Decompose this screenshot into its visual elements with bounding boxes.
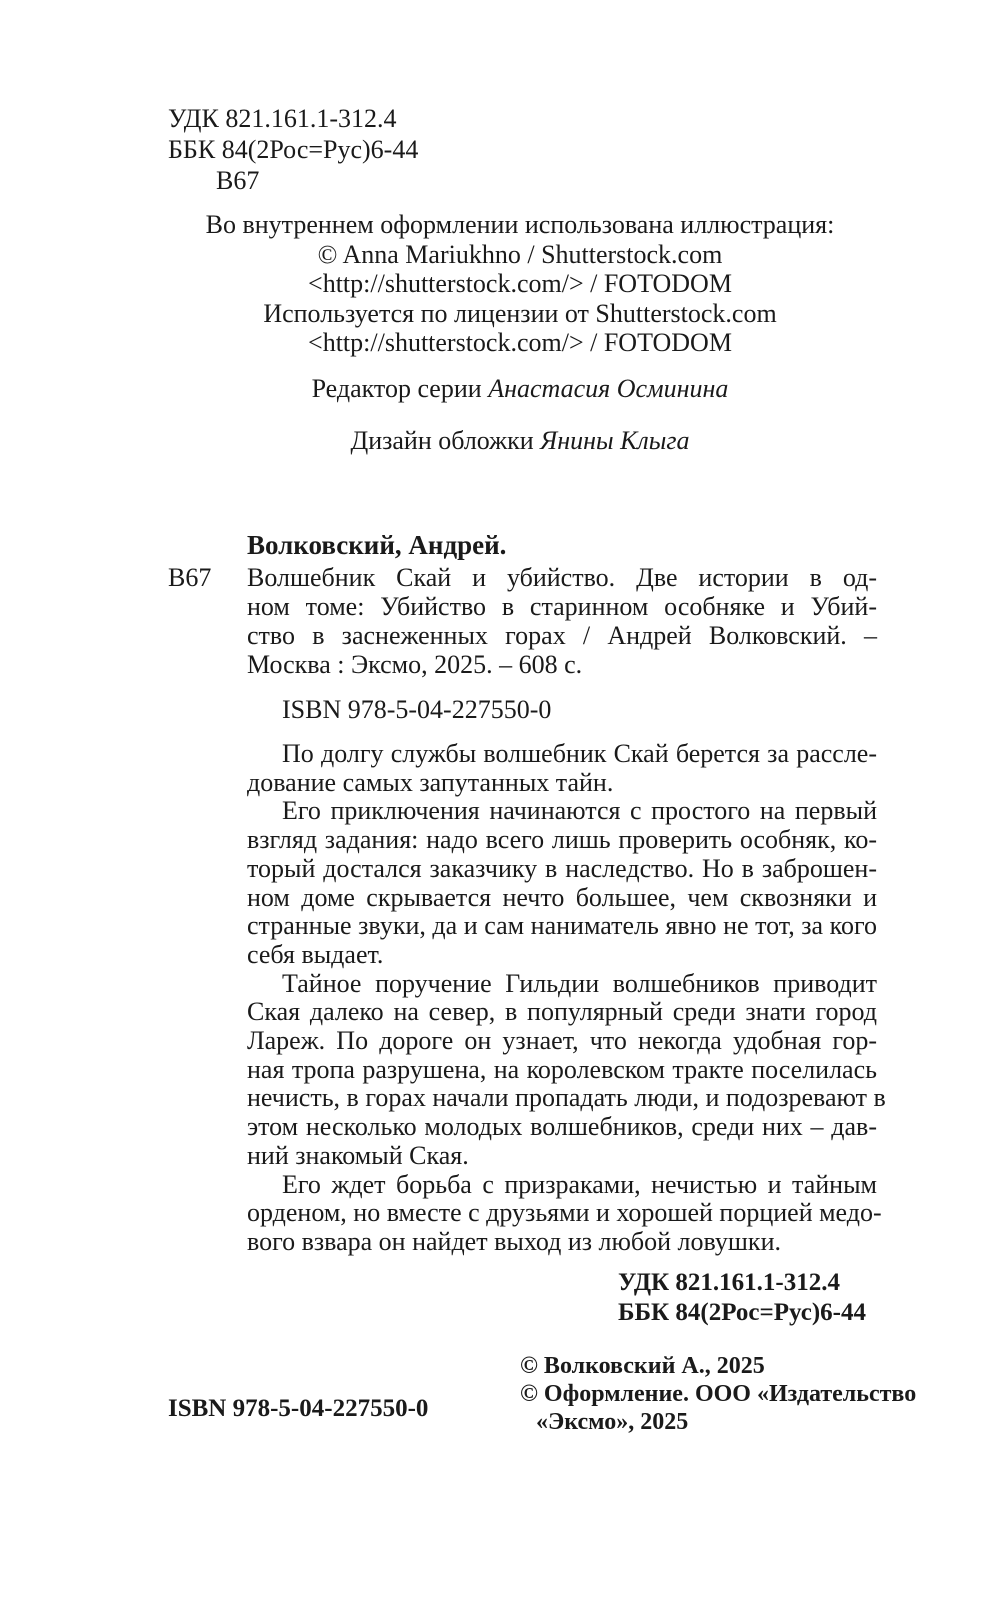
annotation: [247, 739, 886, 1257]
credit-line: © Anna Mariukhno / Shutterstock.com: [317, 239, 723, 269]
series-editor-label: Редактор серии: [311, 374, 482, 403]
annotation-line: себя выдает.: [247, 939, 384, 969]
annotation-line: ная тропа разрушена, на королевском тракте поселилась: [247, 1054, 877, 1084]
annotation-line: нечисть, в горах начали пропадать люди, и подозревают в: [247, 1083, 886, 1113]
bib-line: ном томе: Убийство в старинном особняке и Убий-: [247, 592, 877, 621]
annotation-line: ний знакомый Ская.: [247, 1140, 469, 1170]
bib-line: Москва : Эксмо, 2025. – 608 с.: [247, 650, 583, 679]
bibliographic-description: [247, 563, 877, 679]
copyright-design-continued: «Эксмо», 2025: [536, 1409, 689, 1435]
isbn-top: ISBN 978-5-04-227550-0: [282, 695, 552, 724]
annotation-line: По долгу службы волшебник Скай берется за рассле-: [282, 739, 877, 768]
bbk-code: ББК 84(2Рос=Рус)6-44: [168, 135, 419, 164]
copyright-design: © Оформление. ООО «Издательство: [520, 1381, 917, 1407]
credit-line: Во внутреннем оформлении использована иллюстрация:: [205, 210, 835, 239]
credit-line: <http://shutterstock.com/> / FOTODOM: [308, 328, 732, 357]
series-editor: [150, 374, 890, 404]
annotation-line: взгляд задания: надо всего лишь проверить особняк, ко-: [247, 825, 877, 855]
bib-line: ство в заснеженных горах / Андрей Волковский. –: [247, 621, 877, 650]
annotation-line: орденом, но вместе с друзьями и хорошей порцией медо-: [247, 1198, 882, 1228]
annotation-line: этом несколько молодых волшебников, среди них – дав-: [247, 1112, 877, 1142]
isbn-bottom: ISBN 978-5-04-227550-0: [168, 1395, 429, 1422]
bib-line: Волшебник Скай и убийство. Две истории в од-: [247, 563, 877, 592]
udk-code: УДК 821.161.1-312.4: [168, 104, 397, 133]
series-editor-name: Анастасия Осминина: [488, 374, 729, 403]
illustration-credits: [150, 210, 890, 358]
credit-line: <http://shutterstock.com/> / FOTODOM: [308, 269, 732, 298]
bibliographic-code: В67: [168, 563, 212, 592]
cover-design-label: Дизайн обложки: [350, 426, 534, 455]
annotation-line: Лареж. По дороге он узнает, что некогда удобная гор-: [247, 1026, 877, 1056]
copyright-author: © Волковский А., 2025: [520, 1353, 765, 1379]
annotation-line: торый достался заказчику в наследство. Но в заброшен-: [247, 853, 877, 883]
annotation-line: ном доме скрывается нечто большее, чем сквозняки и: [247, 882, 877, 912]
bottom-classification-codes: [618, 1268, 866, 1328]
annotation-line: странные звуки, да и сам наниматель явно не тот, за кого: [247, 911, 877, 941]
copyright-notices: [520, 1352, 916, 1436]
bottom-udk-code: УДК 821.161.1-312.4: [618, 1269, 840, 1296]
cover-design: [150, 426, 890, 456]
author-mark: В67: [216, 166, 260, 195]
credit-line: Используется по лицензии от Shutterstock.com: [263, 298, 777, 328]
annotation-line: Его приключения начинаются с простого на первый: [282, 796, 877, 826]
annotation-line: дование самых запутанных тайн.: [247, 767, 614, 797]
cover-design-name: Янины Клыга: [540, 426, 690, 455]
author-heading: Волковский, Андрей.: [247, 530, 507, 560]
annotation-line: Ская далеко на север, в популярный среди знати город: [247, 997, 877, 1027]
bottom-bbk-code: ББК 84(2Рос=Рус)6-44: [618, 1299, 866, 1326]
annotation-line: Его ждет борьба с призраками, нечистью и тайным: [282, 1169, 877, 1199]
annotation-line: вого взвара он найдет выход из любой ловушки.: [247, 1226, 781, 1256]
annotation-line: Тайное поручение Гильдии волшебников приводит: [282, 968, 877, 998]
